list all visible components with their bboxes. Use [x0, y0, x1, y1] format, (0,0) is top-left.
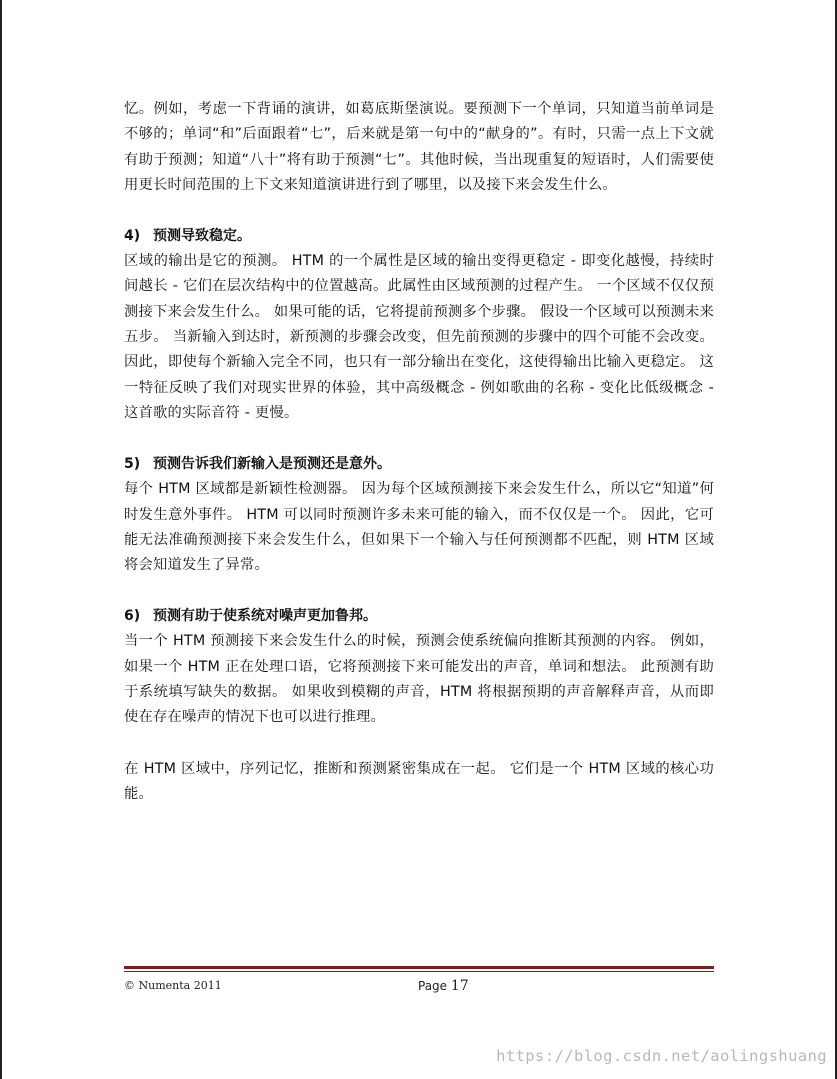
- section-body: 当一个 HTM 预测接下来会发生什么的时候，预测会使系统偏向推断其预测的内容。 例如，如果一个 HTM 正在处理口语，它将预测接下来可能发出的声音，单词和想法。 此预测有助于系统填写缺失的数据。 如果收到模糊的声音，HTM 将根据预期的声音解释声音，从而即使在存在噪声的情况下也可以进行推理。: [124, 633, 714, 726]
- section-title: 预测导致稳定。: [153, 228, 251, 245]
- paragraph-spacer: [124, 731, 714, 757]
- document-body: [124, 97, 714, 807]
- watermark-url: https://blog.csdn.net/aolingshuang: [496, 1047, 827, 1065]
- section-body: 每个 HTM 区域都是新颖性检测器。 因为每个区域预测接下来会发生什么，所以它“知道”何时发生意外事件。 HTM 可以同时预测许多未来可能的输入，而不仅仅是一个。 因此，它可能无法准确预测接下来会发生什么，但如果下一个输入与任何预测都不匹配，则 HTM 区域将会知道发生了异常。: [124, 481, 714, 574]
- section-number: 5): [124, 456, 141, 473]
- section-6: [124, 604, 714, 730]
- footer-rule: [124, 966, 714, 969]
- page-number: 17: [450, 978, 469, 994]
- page-label: Page: [418, 979, 448, 993]
- section-title: 预测告诉我们新输入是预测还是意外。: [153, 456, 391, 473]
- paragraph-spacer: [124, 198, 714, 224]
- section-5: [124, 452, 714, 578]
- closing-paragraph: 在 HTM 区域中，序列记忆，推断和预测紧密集成在一起。 它们是一个 HTM 区域的核心功能。: [124, 760, 714, 802]
- footer-copyright: © Numenta 2011: [124, 979, 222, 992]
- section-heading: [124, 452, 714, 477]
- section-body: 区域的输出是它的预测。 HTM 的一个属性是区域的输出变得更稳定 - 即变化越慢，持续时间越长 - 它们在层次结构中的位置越高。此属性由区域预测的过程产生。 一个区域不仅仅预测接下来会发生什么。 如果可能的话，它将提前预测多个步骤。 假设一个区域可以预测未来五步。 当新输入到达时，新预测的步骤会改变，但先前预测的步骤中的四个可能不会改变。 因此，即使每个新输入完全不同，也只有一部分输出在变化，这使得输出比输入更稳定。 这一特征反映了我们对现实世界的体验，其中高级概念 - 例如歌曲的名称 - 变化比低级概念 - 这首歌的实际音符 - 更慢。: [124, 253, 714, 421]
- footer-rule-thin: [124, 971, 714, 972]
- footer-page-number: [418, 978, 469, 994]
- section-4: [124, 224, 714, 426]
- intro-paragraph: 忆。例如，考虑一下背诵的演讲，如葛底斯堡演说。要预测下一个单词，只知道当前单词是不够的；单词“和”后面跟着“七”，后来就是第一句中的“献身的”。有时，只需一点上下文就有助于预测；知道“八十”将有助于预测“七”。其他时候，当出现重复的短语时，人们需要使用更长时间范围的上下文来知道演讲进行到了哪里，以及接下来会发生什么。: [124, 101, 714, 193]
- paragraph-spacer: [124, 578, 714, 604]
- section-heading: [124, 224, 714, 249]
- paragraph-spacer: [124, 426, 714, 452]
- section-title: 预测有助于使系统对噪声更加鲁邦。: [153, 608, 377, 625]
- section-number: 4): [124, 228, 141, 245]
- section-number: 6): [124, 608, 141, 625]
- page-left-border: [0, 0, 2, 1079]
- section-heading: [124, 604, 714, 629]
